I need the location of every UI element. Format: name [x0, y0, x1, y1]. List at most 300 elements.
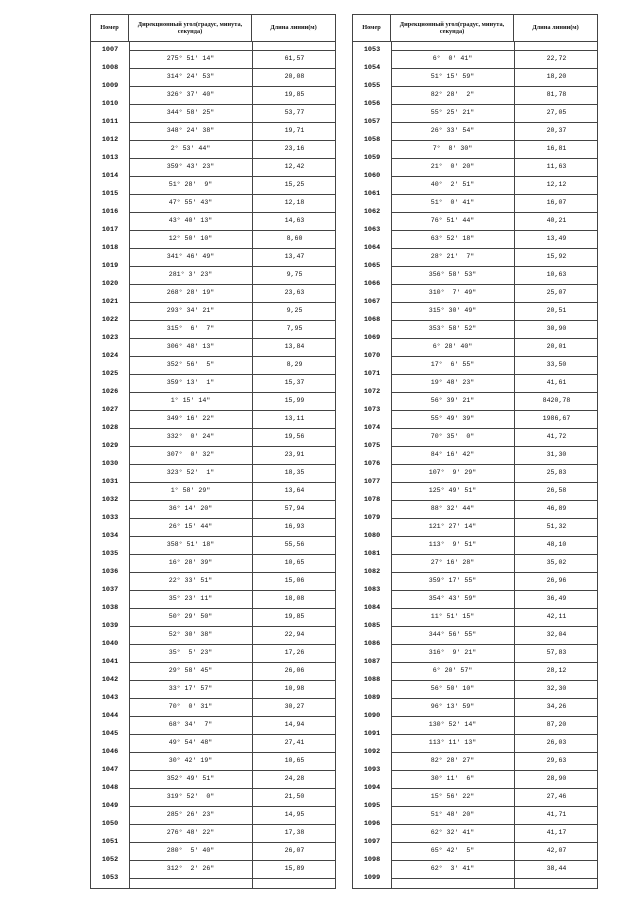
- line-length-cell: 10,65: [284, 757, 305, 764]
- point-number: 1077: [363, 478, 381, 486]
- direction-angle-cell: 16° 28' 39": [168, 559, 213, 566]
- point-number: 1079: [363, 514, 381, 522]
- row-divider: [129, 842, 335, 843]
- row-divider: [391, 860, 597, 861]
- direction-angle-cell: 1° 58' 29": [170, 487, 211, 494]
- direction-angle-cell: 63° 52' 18": [430, 235, 475, 242]
- row-divider: [129, 122, 335, 123]
- point-number: 1017: [101, 226, 119, 234]
- row-divider: [129, 374, 335, 375]
- direction-angle-cell: 281° 3' 23": [168, 271, 213, 278]
- line-length-cell: 18,35: [284, 469, 305, 476]
- row-divider: [391, 464, 597, 465]
- direction-angle-cell: 15° 56' 22": [430, 793, 475, 800]
- row-divider: [129, 572, 335, 573]
- line-length-cell: 26,96: [546, 577, 567, 584]
- direction-angle-cell: 332° 0' 24": [166, 433, 215, 440]
- header-number: Номер: [353, 15, 391, 41]
- line-length-cell: 16,93: [284, 523, 305, 530]
- line-length-cell: 81,78: [546, 91, 567, 98]
- line-length-cell: 27,46: [546, 793, 567, 800]
- point-number: 1062: [363, 208, 381, 216]
- row-divider: [391, 842, 597, 843]
- row-divider: [129, 428, 335, 429]
- line-length-cell: 55,56: [284, 541, 305, 548]
- line-length-cell: 8,60: [286, 235, 303, 242]
- line-length-cell: 41,72: [546, 433, 567, 440]
- point-number: 1046: [101, 748, 119, 756]
- row-divider: [391, 572, 597, 573]
- point-number: 1031: [101, 478, 119, 486]
- row-divider: [129, 266, 335, 267]
- line-length-cell: 10,65: [284, 559, 305, 566]
- direction-angle-cell: 315° 30' 49": [428, 307, 477, 314]
- line-length-cell: 61,57: [284, 55, 305, 62]
- point-number: 1072: [363, 388, 381, 396]
- line-length-cell: 87,20: [546, 721, 567, 728]
- line-length-cell: 19,71: [284, 127, 305, 134]
- point-number: 1021: [101, 298, 119, 306]
- row-divider: [129, 158, 335, 159]
- row-divider: [391, 50, 597, 51]
- row-divider: [129, 680, 335, 681]
- point-number: 1008: [101, 64, 119, 72]
- direction-angle-cell: 323° 52' 1": [166, 469, 215, 476]
- row-divider: [129, 806, 335, 807]
- direction-angle-cell: 314° 24' 53": [166, 73, 215, 80]
- direction-angle-cell: 312° 2' 26": [166, 865, 215, 872]
- row-divider: [129, 86, 335, 87]
- table-header: [353, 15, 597, 42]
- point-number: 1060: [363, 172, 381, 180]
- line-length-cell: 23,63: [284, 289, 305, 296]
- direction-angle-cell: 293° 34' 21": [166, 307, 215, 314]
- row-divider: [391, 230, 597, 231]
- row-divider: [391, 140, 597, 141]
- direction-angle-cell: 358° 51' 18": [166, 541, 215, 548]
- point-number: 1089: [363, 694, 381, 702]
- row-divider: [391, 752, 597, 753]
- direction-angle-cell: 113° 11' 13": [428, 739, 477, 746]
- direction-angle-cell: 285° 26' 23": [166, 811, 215, 818]
- line-length-cell: 46,89: [546, 505, 567, 512]
- direction-angle-cell: 70° 0' 31": [168, 703, 213, 710]
- left-table: [90, 14, 336, 889]
- direction-angle-cell: 275° 51' 14": [166, 55, 215, 62]
- row-divider: [391, 788, 597, 789]
- line-length-cell: 20,51: [546, 307, 567, 314]
- row-divider: [391, 734, 597, 735]
- direction-angle-cell: 130° 52' 14": [428, 721, 477, 728]
- point-number: 1033: [101, 514, 119, 522]
- point-number: 1050: [101, 820, 119, 828]
- row-divider: [391, 500, 597, 501]
- header-angle: Дирекционный угол(градус, минута, секунда): [129, 15, 252, 41]
- table-header: [91, 15, 335, 42]
- point-number: 1061: [363, 190, 381, 198]
- row-divider: [391, 878, 597, 879]
- direction-angle-cell: 11° 51' 15": [430, 613, 475, 620]
- row-divider: [391, 320, 597, 321]
- direction-angle-cell: 35° 23' 11": [168, 595, 213, 602]
- point-number: 1075: [363, 442, 381, 450]
- line-length-cell: 12,42: [284, 163, 305, 170]
- line-length-cell: 22,94: [284, 631, 305, 638]
- point-number: 1029: [101, 442, 119, 450]
- line-length-cell: 21,50: [284, 793, 305, 800]
- point-number: 1027: [101, 406, 119, 414]
- point-number: 1091: [363, 730, 381, 738]
- row-divider: [391, 104, 597, 105]
- direction-angle-cell: 65° 42' 5": [430, 847, 475, 854]
- point-number: 1011: [101, 118, 119, 126]
- point-number: 1097: [363, 838, 381, 846]
- point-number: 1007: [101, 46, 119, 54]
- point-number: 1095: [363, 802, 381, 810]
- row-divider: [129, 770, 335, 771]
- line-length-cell: 23,91: [284, 451, 305, 458]
- line-length-cell: 40,21: [546, 217, 567, 224]
- row-divider: [129, 752, 335, 753]
- direction-angle-cell: 30° 42' 19": [168, 757, 213, 764]
- point-number: 1066: [363, 280, 381, 288]
- line-length-cell: 9,75: [286, 271, 303, 278]
- point-number: 1020: [101, 280, 119, 288]
- row-divider: [391, 284, 597, 285]
- point-number: 1014: [101, 172, 119, 180]
- direction-angle-cell: 352° 56' 5": [166, 361, 215, 368]
- line-length-cell: 15,37: [284, 379, 305, 386]
- row-divider: [391, 248, 597, 249]
- line-length-cell: 14,94: [284, 721, 305, 728]
- direction-angle-cell: 26° 15' 44": [168, 523, 213, 530]
- table-body: [353, 42, 597, 888]
- direction-angle-cell: 82° 28' 27": [430, 757, 475, 764]
- row-divider: [391, 770, 597, 771]
- direction-angle-cell: 344° 56' 55": [428, 631, 477, 638]
- line-length-cell: 25,07: [546, 289, 567, 296]
- point-number: 1098: [363, 856, 381, 864]
- line-length-cell: 32,04: [546, 631, 567, 638]
- point-number: 1034: [101, 532, 119, 540]
- row-divider: [391, 410, 597, 411]
- row-divider: [129, 446, 335, 447]
- direction-angle-cell: 51° 15' 59": [430, 73, 475, 80]
- point-number: 1080: [363, 532, 381, 540]
- row-divider: [391, 428, 597, 429]
- row-divider: [129, 176, 335, 177]
- row-divider: [391, 806, 597, 807]
- line-length-cell: 57,83: [546, 649, 567, 656]
- row-divider: [129, 212, 335, 213]
- row-divider: [129, 878, 335, 879]
- line-length-cell: 16,07: [546, 199, 567, 206]
- line-length-cell: 1986,67: [542, 415, 571, 422]
- row-divider: [129, 644, 335, 645]
- direction-angle-cell: 47° 55' 43": [168, 199, 213, 206]
- line-length-cell: 15,25: [284, 181, 305, 188]
- point-number: 1084: [363, 604, 381, 612]
- line-length-cell: 28,12: [546, 667, 567, 674]
- row-divider: [391, 68, 597, 69]
- direction-angle-cell: 113° 9' 51": [428, 541, 477, 548]
- point-number: 1028: [101, 424, 119, 432]
- line-length-cell: 14,63: [284, 217, 305, 224]
- line-length-cell: 13,84: [284, 343, 305, 350]
- direction-angle-cell: 30° 11' 6": [430, 775, 475, 782]
- line-length-cell: 48,10: [546, 541, 567, 548]
- point-number: 1052: [101, 856, 119, 864]
- row-divider: [391, 266, 597, 267]
- direction-angle-cell: 315° 6' 7": [166, 325, 215, 332]
- line-length-cell: 26,07: [284, 847, 305, 854]
- point-number: 1085: [363, 622, 381, 630]
- direction-angle-cell: 276° 48' 22": [166, 829, 215, 836]
- direction-angle-cell: 56° 39' 21": [430, 397, 475, 404]
- direction-angle-cell: 6° 28' 40": [432, 343, 473, 350]
- line-length-cell: 32,30: [546, 685, 567, 692]
- row-divider: [391, 644, 597, 645]
- row-divider: [129, 734, 335, 735]
- direction-angle-cell: 306° 48' 13": [166, 343, 215, 350]
- point-number: 1090: [363, 712, 381, 720]
- row-divider: [391, 122, 597, 123]
- line-length-cell: 18,08: [284, 595, 305, 602]
- row-divider: [391, 698, 597, 699]
- line-length-cell: 24,28: [284, 775, 305, 782]
- point-number: 1070: [363, 352, 381, 360]
- row-divider: [391, 374, 597, 375]
- direction-angle-cell: 19° 48' 23": [430, 379, 475, 386]
- line-length-cell: 20,01: [546, 343, 567, 350]
- point-number: 1054: [363, 64, 381, 72]
- row-divider: [391, 176, 597, 177]
- row-divider: [391, 482, 597, 483]
- direction-angle-cell: 82° 28' 2": [430, 91, 475, 98]
- line-length-cell: 10,98: [284, 685, 305, 692]
- point-number: 1087: [363, 658, 381, 666]
- direction-angle-cell: 348° 24' 38": [166, 127, 215, 134]
- header-length: Длина линии(м): [270, 24, 317, 32]
- point-number: 1018: [101, 244, 119, 252]
- line-length-cell: 41,71: [546, 811, 567, 818]
- line-length-cell: 53,77: [284, 109, 305, 116]
- row-divider: [129, 356, 335, 357]
- line-length-cell: 42,07: [546, 847, 567, 854]
- direction-angle-cell: 96° 13' 59": [430, 703, 475, 710]
- line-length-cell: 25,83: [546, 469, 567, 476]
- row-divider: [129, 68, 335, 69]
- direction-angle-cell: 1° 15' 14": [170, 397, 211, 404]
- row-divider: [129, 716, 335, 717]
- point-number: 1051: [101, 838, 119, 846]
- direction-angle-cell: 70° 35' 0": [430, 433, 475, 440]
- point-number: 1024: [101, 352, 119, 360]
- row-divider: [129, 284, 335, 285]
- row-divider: [129, 554, 335, 555]
- point-number: 1030: [101, 460, 119, 468]
- row-divider: [391, 212, 597, 213]
- direction-angle-cell: 27° 16' 28": [430, 559, 475, 566]
- point-number: 1045: [101, 730, 119, 738]
- row-divider: [391, 446, 597, 447]
- line-length-cell: 22,72: [546, 55, 567, 62]
- line-length-cell: 19,85: [284, 613, 305, 620]
- point-number: 1039: [101, 622, 119, 630]
- line-length-cell: 31,30: [546, 451, 567, 458]
- row-divider: [391, 356, 597, 357]
- row-divider: [129, 500, 335, 501]
- point-number: 1053: [101, 874, 119, 882]
- row-divider: [391, 824, 597, 825]
- row-divider: [391, 716, 597, 717]
- line-length-cell: 18,20: [546, 73, 567, 80]
- header-angle: Дирекционный угол(градус, минута, секунда): [391, 15, 514, 41]
- line-length-cell: 42,11: [546, 613, 567, 620]
- direction-angle-cell: 49° 54' 48": [168, 739, 213, 746]
- point-number: 1064: [363, 244, 381, 252]
- point-number: 1049: [101, 802, 119, 810]
- point-number: 1032: [101, 496, 119, 504]
- line-length-cell: 19,85: [284, 91, 305, 98]
- row-divider: [129, 464, 335, 465]
- line-length-cell: 36,49: [546, 595, 567, 602]
- line-length-cell: 26,06: [284, 667, 305, 674]
- point-number: 1023: [101, 334, 119, 342]
- direction-angle-cell: 359° 17' 55": [428, 577, 477, 584]
- point-number: 1068: [363, 316, 381, 324]
- row-divider: [391, 392, 597, 393]
- line-length-cell: 29,63: [546, 757, 567, 764]
- direction-angle-cell: 17° 6' 55": [430, 361, 475, 368]
- point-number: 1040: [101, 640, 119, 648]
- direction-angle-cell: 55° 49' 39": [430, 415, 475, 422]
- direction-angle-cell: 62° 32' 41": [430, 829, 475, 836]
- point-number: 1088: [363, 676, 381, 684]
- direction-angle-cell: 356° 58' 53": [428, 271, 477, 278]
- line-length-cell: 23,16: [284, 145, 305, 152]
- line-length-cell: 13,11: [284, 415, 305, 422]
- line-length-cell: 17,38: [284, 829, 305, 836]
- line-length-cell: 13,49: [546, 235, 567, 242]
- point-number: 1081: [363, 550, 381, 558]
- line-length-cell: 34,26: [546, 703, 567, 710]
- point-number: 1073: [363, 406, 381, 414]
- line-length-cell: 30,27: [284, 703, 305, 710]
- point-number: 1041: [101, 658, 119, 666]
- row-divider: [129, 608, 335, 609]
- row-divider: [129, 194, 335, 195]
- point-number: 1048: [101, 784, 119, 792]
- direction-angle-cell: 6° 20' 57": [432, 667, 473, 674]
- direction-angle-cell: 12° 50' 10": [168, 235, 213, 242]
- row-divider: [129, 248, 335, 249]
- point-number: 1016: [101, 208, 119, 216]
- direction-angle-cell: 88° 32' 44": [430, 505, 475, 512]
- point-number: 1043: [101, 694, 119, 702]
- direction-angle-cell: 349° 16' 22": [166, 415, 215, 422]
- point-number: 1019: [101, 262, 119, 270]
- direction-angle-cell: 35° 5' 23": [168, 649, 213, 656]
- direction-angle-cell: 84° 16' 42": [430, 451, 475, 458]
- point-number: 1038: [101, 604, 119, 612]
- line-length-cell: 7,95: [286, 325, 303, 332]
- direction-angle-cell: 7° 8' 30": [432, 145, 473, 152]
- direction-angle-cell: 51° 0' 41": [430, 199, 475, 206]
- point-number: 1099: [363, 874, 381, 882]
- row-divider: [129, 698, 335, 699]
- row-divider: [129, 824, 335, 825]
- row-divider: [129, 662, 335, 663]
- direction-angle-cell: 21° 0' 20": [430, 163, 475, 170]
- row-divider: [129, 410, 335, 411]
- line-length-cell: 12,18: [284, 199, 305, 206]
- direction-angle-cell: 55° 25' 21": [430, 109, 475, 116]
- point-number: 1009: [101, 82, 119, 90]
- line-length-cell: 20,08: [284, 73, 305, 80]
- row-divider: [391, 302, 597, 303]
- point-number: 1071: [363, 370, 381, 378]
- row-divider: [129, 788, 335, 789]
- line-length-cell: 35,02: [546, 559, 567, 566]
- line-length-cell: 11,63: [546, 163, 567, 170]
- direction-angle-cell: 29° 58' 45": [168, 667, 213, 674]
- line-length-cell: 41,61: [546, 379, 567, 386]
- line-length-cell: 26,58: [546, 487, 567, 494]
- point-number: 1058: [363, 136, 381, 144]
- row-divider: [129, 536, 335, 537]
- direction-angle-cell: 33° 17' 57": [168, 685, 213, 692]
- direction-angle-cell: 268° 28' 19": [166, 289, 215, 296]
- table-body: [91, 42, 335, 888]
- direction-angle-cell: 121° 27' 14": [428, 523, 477, 530]
- point-number: 1013: [101, 154, 119, 162]
- line-length-cell: 13,64: [284, 487, 305, 494]
- row-divider: [129, 104, 335, 105]
- line-length-cell: 26,03: [546, 739, 567, 746]
- direction-angle-cell: 28° 21' 7": [430, 253, 475, 260]
- line-length-cell: 38,44: [546, 865, 567, 872]
- row-divider: [391, 590, 597, 591]
- direction-angle-cell: 359° 13' 1": [166, 379, 215, 386]
- row-divider: [391, 536, 597, 537]
- line-length-cell: 19,56: [284, 433, 305, 440]
- point-number: 1093: [363, 766, 381, 774]
- row-divider: [391, 338, 597, 339]
- point-number: 1078: [363, 496, 381, 504]
- point-number: 1082: [363, 568, 381, 576]
- direction-angle-cell: 125° 49' 51": [428, 487, 477, 494]
- line-length-cell: 41,17: [546, 829, 567, 836]
- point-number: 1076: [363, 460, 381, 468]
- right-table: [352, 14, 598, 889]
- point-number: 1069: [363, 334, 381, 342]
- direction-angle-cell: 353° 58' 52": [428, 325, 477, 332]
- row-divider: [129, 302, 335, 303]
- direction-angle-cell: 307° 0' 32": [166, 451, 215, 458]
- direction-angle-cell: 51° 28' 9": [168, 181, 213, 188]
- line-length-cell: 15,89: [284, 865, 305, 872]
- direction-angle-cell: 43° 40' 13": [168, 217, 213, 224]
- row-divider: [391, 662, 597, 663]
- direction-angle-cell: 310° 7' 49": [428, 289, 477, 296]
- row-divider: [129, 392, 335, 393]
- point-number: 1096: [363, 820, 381, 828]
- point-number: 1092: [363, 748, 381, 756]
- row-divider: [129, 860, 335, 861]
- row-divider: [129, 590, 335, 591]
- direction-angle-cell: 76° 51' 44": [430, 217, 475, 224]
